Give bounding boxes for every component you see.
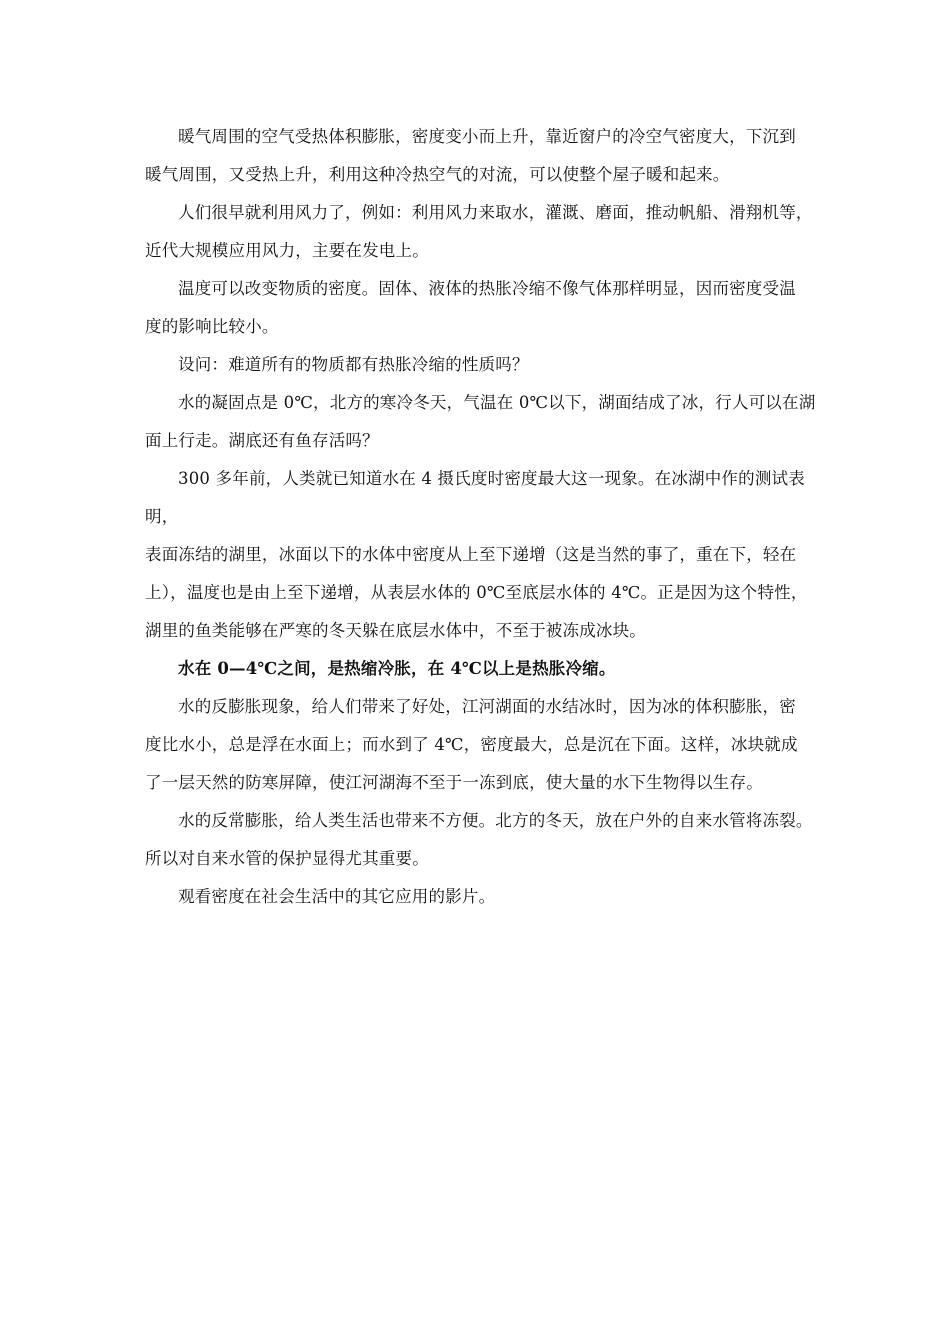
text-line: 水的反膨胀现象，给人们带来了好处，江河湖面的水结冰时，因为冰的体积膨胀，密 <box>178 697 796 716</box>
text-line: 近代大规模应用风力，主要在发电上。 <box>145 241 429 260</box>
paragraph-watch-video <box>145 878 817 916</box>
paragraph-question <box>145 346 817 384</box>
text-line: 水的反常膨胀，给人类生活也带来不方便。北方的冬天，放在户外的自来水管将冻裂。 <box>178 811 813 830</box>
paragraph-anomalous-expansion-drawback <box>145 802 817 878</box>
text-line: 度的影响比较小。 <box>145 317 279 336</box>
text-line: 度比水小，总是浮在水面上；而水到了 4℃，密度最大，总是沉在下面。这样，冰块就成 <box>145 735 798 754</box>
text-line: 人们很早就利用风力了，例如：利用风力来取水，灌溉、磨面，推动帆船、滑翔机等， <box>178 203 813 222</box>
text-line: 设问：难道所有的物质都有热胀冷缩的性质吗？ <box>178 355 529 374</box>
text-line: 上），温度也是由上至下递增，从表层水体的 0℃至底层水体的 4℃。正是因为这个特性， <box>145 583 808 602</box>
text-line: 水的凝固点是 0℃，北方的寒冷冬天，气温在 0℃以下，湖面结成了冰，行人可以在湖 <box>178 393 816 412</box>
text-line: 了一层天然的防寒屏障，使江河湖海不至于一冻到底，使大量的水下生物得以生存。 <box>145 773 763 792</box>
paragraph-heating-convection <box>145 118 817 194</box>
text-line: 湖里的鱼类能够在严寒的冬天躲在底层水体中，不至于被冻成冰块。 <box>145 621 646 640</box>
text-line: 所以对自来水管的保护显得尤其重要。 <box>145 849 429 868</box>
document-body <box>145 118 817 916</box>
text-line: 300 多年前，人类就已知道水在 4 摄氏度时密度最大这一现象。在冰湖中作的测试表明， <box>145 469 805 526</box>
text-line: 表面冻结的湖里，冰面以下的水体中密度从上至下递增（这是当然的事了，重在下，轻在 <box>145 545 797 564</box>
text-line: 面上行走。湖底还有鱼存活吗？ <box>145 431 379 450</box>
text-line: 暖气周围的空气受热体积膨胀，密度变小而上升，靠近窗户的冷空气密度大，下沉到 <box>178 127 796 146</box>
text-line: 水在 0—4℃之间，是热缩冷胀，在 4℃以上是热胀冷缩。 <box>178 659 616 678</box>
paragraph-anomalous-expansion-benefit <box>145 688 817 802</box>
paragraph-freezing-point <box>145 384 817 460</box>
text-line: 观看密度在社会生活中的其它应用的影片。 <box>178 887 496 906</box>
paragraph-ice-lake-test <box>145 460 817 650</box>
text-line: 暖气周围，又受热上升，利用这种冷热空气的对流，可以使整个屋子暖和起来。 <box>145 165 730 184</box>
paragraph-wind-power <box>145 194 817 270</box>
text-line: 温度可以改变物质的密度。固体、液体的热胀冷缩不像气体那样明显，因而密度受温 <box>178 279 796 298</box>
paragraph-temperature-density <box>145 270 817 346</box>
paragraph-key-point <box>145 650 817 688</box>
